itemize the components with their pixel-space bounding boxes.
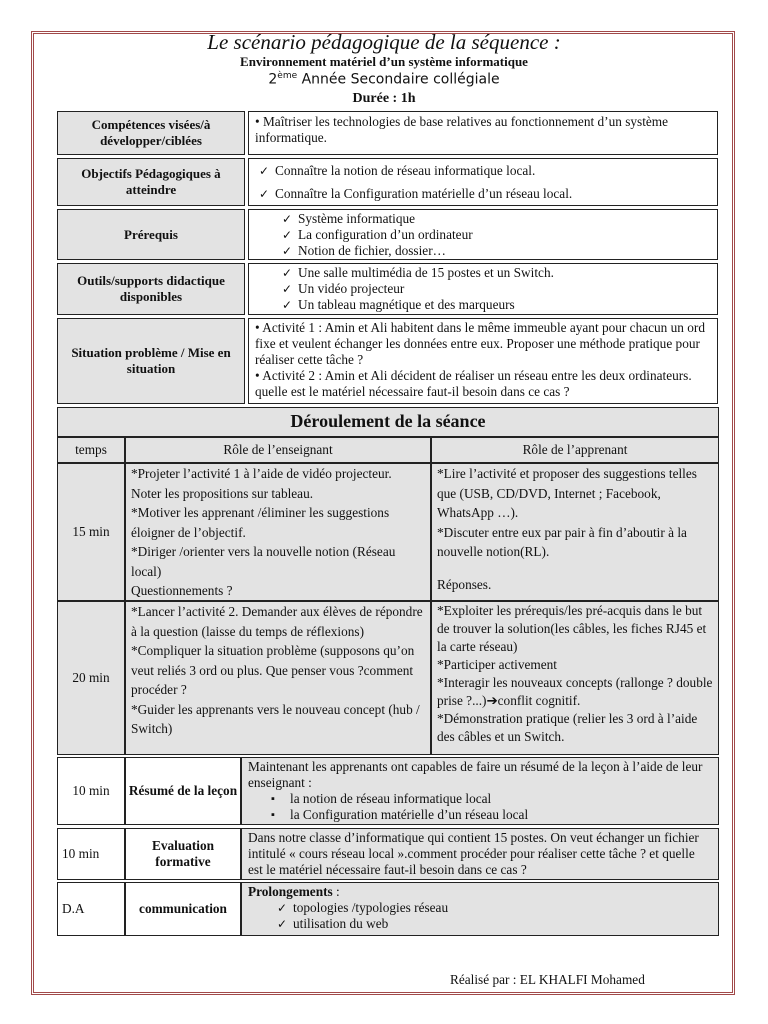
col-apprenant: Rôle de l’apprenant <box>431 437 719 463</box>
apprenant-step: *Interagir les nouveaux concepts (rallonge ? double prise ?...)➔conflit cognitif. <box>437 675 713 708</box>
phase1-time: 15 min <box>57 463 125 601</box>
activite-1: • Activité 1 : Amin et Ali habitent dans le même immeuble ayant pour chacun un ord fixe et veulent échanger les données entre eux. Proposer une méthode pratique pour réaliser cette tâche ? <box>255 320 705 367</box>
da-time: D.A <box>57 882 125 936</box>
deroulement-title: Déroulement de la séance <box>57 407 719 437</box>
class-level: 2ème Année Secondaire collégiale <box>268 71 500 88</box>
enseignant-step: *Lancer l’activité 2. Demander aux élèves de répondre à la question (laisse du temps de réflexions) <box>131 604 423 639</box>
outils-list <box>248 263 718 315</box>
da-label: communication <box>125 882 241 936</box>
page-title: Le scénario pédagogique de la séquence : <box>207 30 561 54</box>
col-enseignant: Rôle de l’enseignant <box>125 437 431 463</box>
page-subtitle: Environnement matériel d’un système informatique <box>240 54 528 69</box>
apprenant-step: *Lire l’activité et proposer des suggestions telles que (USB, CD/DVD, Internet ; Facebook, WhatsApp …). <box>437 466 697 520</box>
enseignant-step: *Projeter l’activité 1 à l’aide de vidéo projecteur. Noter les propositions sur tableau. <box>131 466 392 501</box>
author-credit: Réalisé par : EL KHALFI Mohamed <box>450 972 645 987</box>
situation-label: Situation problème / Mise en situation <box>57 318 245 404</box>
apprenant-step: *Discuter entre eux par pair à fin d’aboutir à la nouvelle notion(RL). <box>437 524 687 559</box>
evaluation-text: Dans notre classe d’informatique qui contient 15 postes. On veut échanger un fichier intitulé « cours réseau local ».comment procéder pour réaliser cette tâche ? et quelle est le matériel nécessaire faut-il besoin dans ce cas ? <box>241 828 719 880</box>
objectif-item: ✓ Connaître la notion de réseau informatique local. <box>275 163 711 179</box>
apprenant-step: *Participer activement <box>437 657 557 672</box>
enseignant-step: *Motiver les apprenant /éliminer les suggestions éloigner de l’objectif. <box>131 505 390 540</box>
objectif-item: ✓ Connaître la Configuration matérielle d’un réseau local. <box>275 186 711 202</box>
phase1-enseignant <box>125 463 431 601</box>
prolongements-heading: Prolongements : <box>248 884 340 899</box>
phase2-enseignant <box>125 601 431 755</box>
apprenant-step: *Exploiter les prérequis/les pré-acquis dans le but de trouver la solution(les câbles, les fiches RJ45 et la carte réseau) <box>437 603 707 654</box>
phase2-apprenant <box>431 601 719 755</box>
resume-intro: Maintenant les apprenants ont capables de faire un résumé de la leçon à l’aide de leur enseignant : <box>248 759 703 790</box>
activite-2: • Activité 2 : Amin et Ali décident de réaliser un réseau entre les deux ordinateurs. quelle est le matériel nécessaire faut-il besoin dans ce cas ? <box>255 368 692 399</box>
outil-item: ✓ Une salle multimédia de 15 postes et un Switch. <box>298 265 711 281</box>
competences-label: Compétences visées/à développer/ciblées <box>57 111 245 155</box>
outil-item: ✓ Un tableau magnétique et des marqueurs <box>298 297 711 313</box>
phase2-time: 20 min <box>57 601 125 755</box>
da-text <box>241 882 719 936</box>
evaluation-time: 10 min <box>57 828 125 880</box>
objectifs-list <box>248 158 718 206</box>
objectifs-label: Objectifs Pédagogiques à atteindre <box>57 158 245 206</box>
resume-item: ▪ la Configuration matérielle d’un réseau local <box>290 807 712 823</box>
col-temps: temps <box>57 437 125 463</box>
resume-label: Résumé de la leçon <box>125 757 241 825</box>
resume-item: ▪ la notion de réseau informatique local <box>290 791 712 807</box>
enseignant-step: *Compliquer la situation problème (supposons qu’on veut reliés 3 ord ou plus. Que penser vous ?comment procéder ? <box>131 643 415 697</box>
prolongement-item: ✓ topologies /typologies réseau <box>293 900 712 916</box>
resume-text <box>241 757 719 825</box>
prerequis-item: ✓ La configuration d’un ordinateur <box>298 227 711 243</box>
resume-time: 10 min <box>57 757 125 825</box>
enseignant-step: Questionnements ? <box>131 583 233 598</box>
prerequis-list <box>248 209 718 260</box>
evaluation-label: Evaluation formative <box>125 828 241 880</box>
outils-label: Outils/supports didactique disponibles <box>57 263 245 315</box>
enseignant-step: *Diriger /orienter vers la nouvelle notion (Réseau local) <box>131 544 396 579</box>
prerequis-label: Prérequis <box>57 209 245 260</box>
outil-item: ✓ Un vidéo projecteur <box>298 281 711 297</box>
apprenant-step: *Démonstration pratique (relier les 3 ord à l’aide des câbles et un Switch. <box>437 711 698 744</box>
enseignant-step: *Guider les apprenants vers le nouveau concept (hub / Switch) <box>131 701 420 736</box>
situation-text <box>248 318 718 404</box>
prolongement-item: ✓ utilisation du web <box>293 916 712 932</box>
apprenant-step: Réponses. <box>437 576 492 592</box>
duration: Durée : 1h <box>352 91 416 106</box>
prerequis-item: ✓ Système informatique <box>298 211 711 227</box>
arrow-right-icon: ➔ <box>486 693 498 708</box>
phase1-apprenant <box>431 463 719 601</box>
competences-text: • Maîtriser les technologies de base relatives au fonctionnement d’un système informatique. <box>248 111 718 155</box>
prerequis-item: ✓ Notion de fichier, dossier… <box>298 243 711 259</box>
